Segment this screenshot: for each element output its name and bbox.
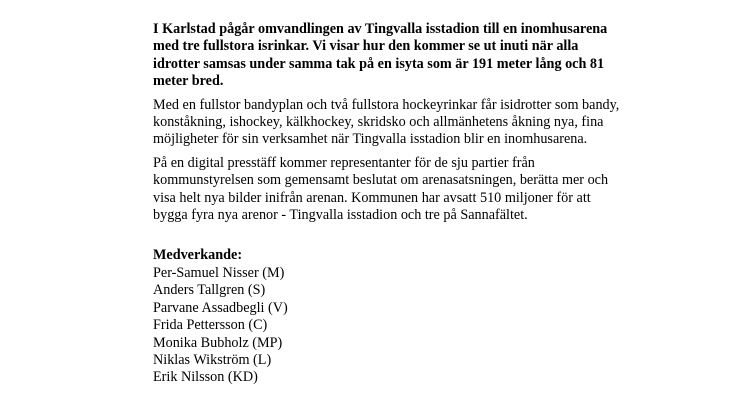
credit-item: Parvane Assadbegli (V) bbox=[153, 299, 288, 316]
credits-list bbox=[153, 265, 623, 387]
press-release bbox=[153, 21, 623, 387]
credit-item: Per-Samuel Nisser (M) bbox=[153, 264, 285, 281]
body-paragraph-2: På en digital presstäff kommer representanter för de sju partier från kommunstyrelsen som gemensamt beslutat om arenasatsningen, berätta mer och visa helt nya bilder inifrån arenan. Kommunen har avsatt 510 miljoner för att bygga fyra nya arenor - Tingvalla isstadion och tre på Sannafältet. bbox=[153, 154, 609, 224]
lead-paragraph: I Karlstad pågår omvandlingen av Tingvalla isstadion till en inomhusarena med tre fullstora isrinkar. Vi visar hur den kommer se ut inuti när alla idrotter samsas under samma tak på en isyta som är 191 meter lång och 81 meter bred. bbox=[153, 21, 608, 90]
credit-item: Erik Nilsson (KD) bbox=[153, 369, 258, 386]
credit-item: Monika Bubholz (MP) bbox=[153, 334, 283, 351]
credit-item: Frida Pettersson (C) bbox=[153, 317, 268, 334]
credit-item: Niklas Wikström (L) bbox=[153, 351, 272, 368]
section-spacer bbox=[153, 230, 623, 247]
body-paragraph-1: Med en fullstor bandyplan och två fullstora hockeyrinkar får isidrotter som bandy, konståkning, ishockey, kälkhockey, skridsko och allmänhetens åkning nya, fina möjligheter för sin verksamhet när Tingvalla isstadion blir en inomhusarena. bbox=[153, 96, 620, 148]
credit-item: Anders Tallgren (S) bbox=[153, 282, 266, 299]
credits-heading: Medverkande: bbox=[153, 247, 243, 264]
